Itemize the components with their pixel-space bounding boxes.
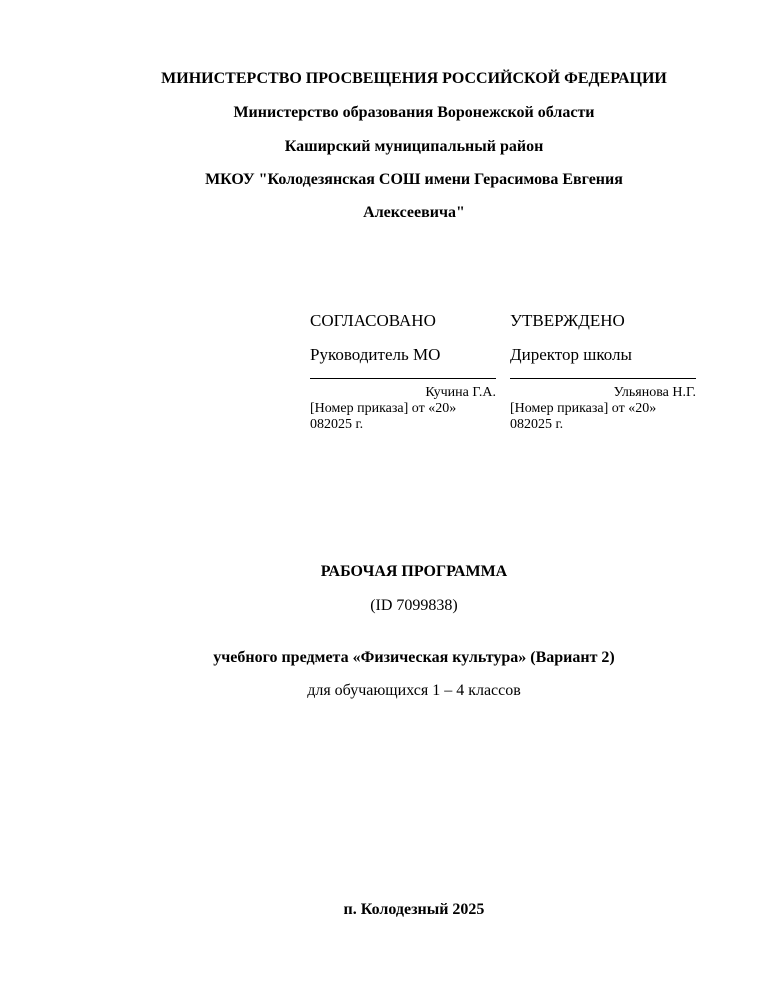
federal-ministry-heading: МИНИСТЕРСТВО ПРОСВЕЩЕНИЯ РОССИЙСКОЙ ФЕДЕРАЦИИ	[161, 70, 667, 87]
district-heading: Каширский муниципальный район	[284, 138, 544, 155]
agreed-signature-line	[310, 378, 496, 379]
agreed-signer-name: Кучина Г.А.	[425, 385, 496, 400]
agreed-role: Руководитель МО	[310, 345, 441, 364]
regional-ministry-heading: Министерство образования Воронежской области	[233, 104, 595, 121]
agreed-block	[310, 308, 500, 433]
agreed-title: СОГЛАСОВАНО	[310, 311, 436, 330]
approved-role: Директор школы	[510, 345, 632, 364]
program-audience: для обучающихся 1 – 4 классов	[307, 682, 521, 699]
footer-place-year: п. Колодезный 2025	[343, 901, 485, 918]
program-subject: учебного предмета «Физическая культура» (Вариант 2)	[213, 649, 615, 666]
school-name-line-1: МКОУ "Колодезянская СОШ имени Герасимова Евгения	[205, 171, 623, 188]
program-id: (ID 7099838)	[370, 597, 458, 614]
approved-signer-name: Ульянова Н.Г.	[613, 385, 696, 400]
agreed-order-line-1: [Номер приказа] от «20»	[310, 401, 457, 416]
approved-order-line-2: 082025 г.	[510, 417, 564, 432]
approved-signature-line	[510, 378, 696, 379]
program-title: РАБОЧАЯ ПРОГРАММА	[320, 563, 508, 580]
school-name-line-2: Алексеевича"	[363, 204, 465, 221]
approved-block	[510, 308, 700, 433]
approved-title: УТВЕРЖДЕНО	[510, 311, 625, 330]
approved-order-line-1: [Номер приказа] от «20»	[510, 401, 657, 416]
agreed-order-line-2: 082025 г.	[310, 417, 364, 432]
